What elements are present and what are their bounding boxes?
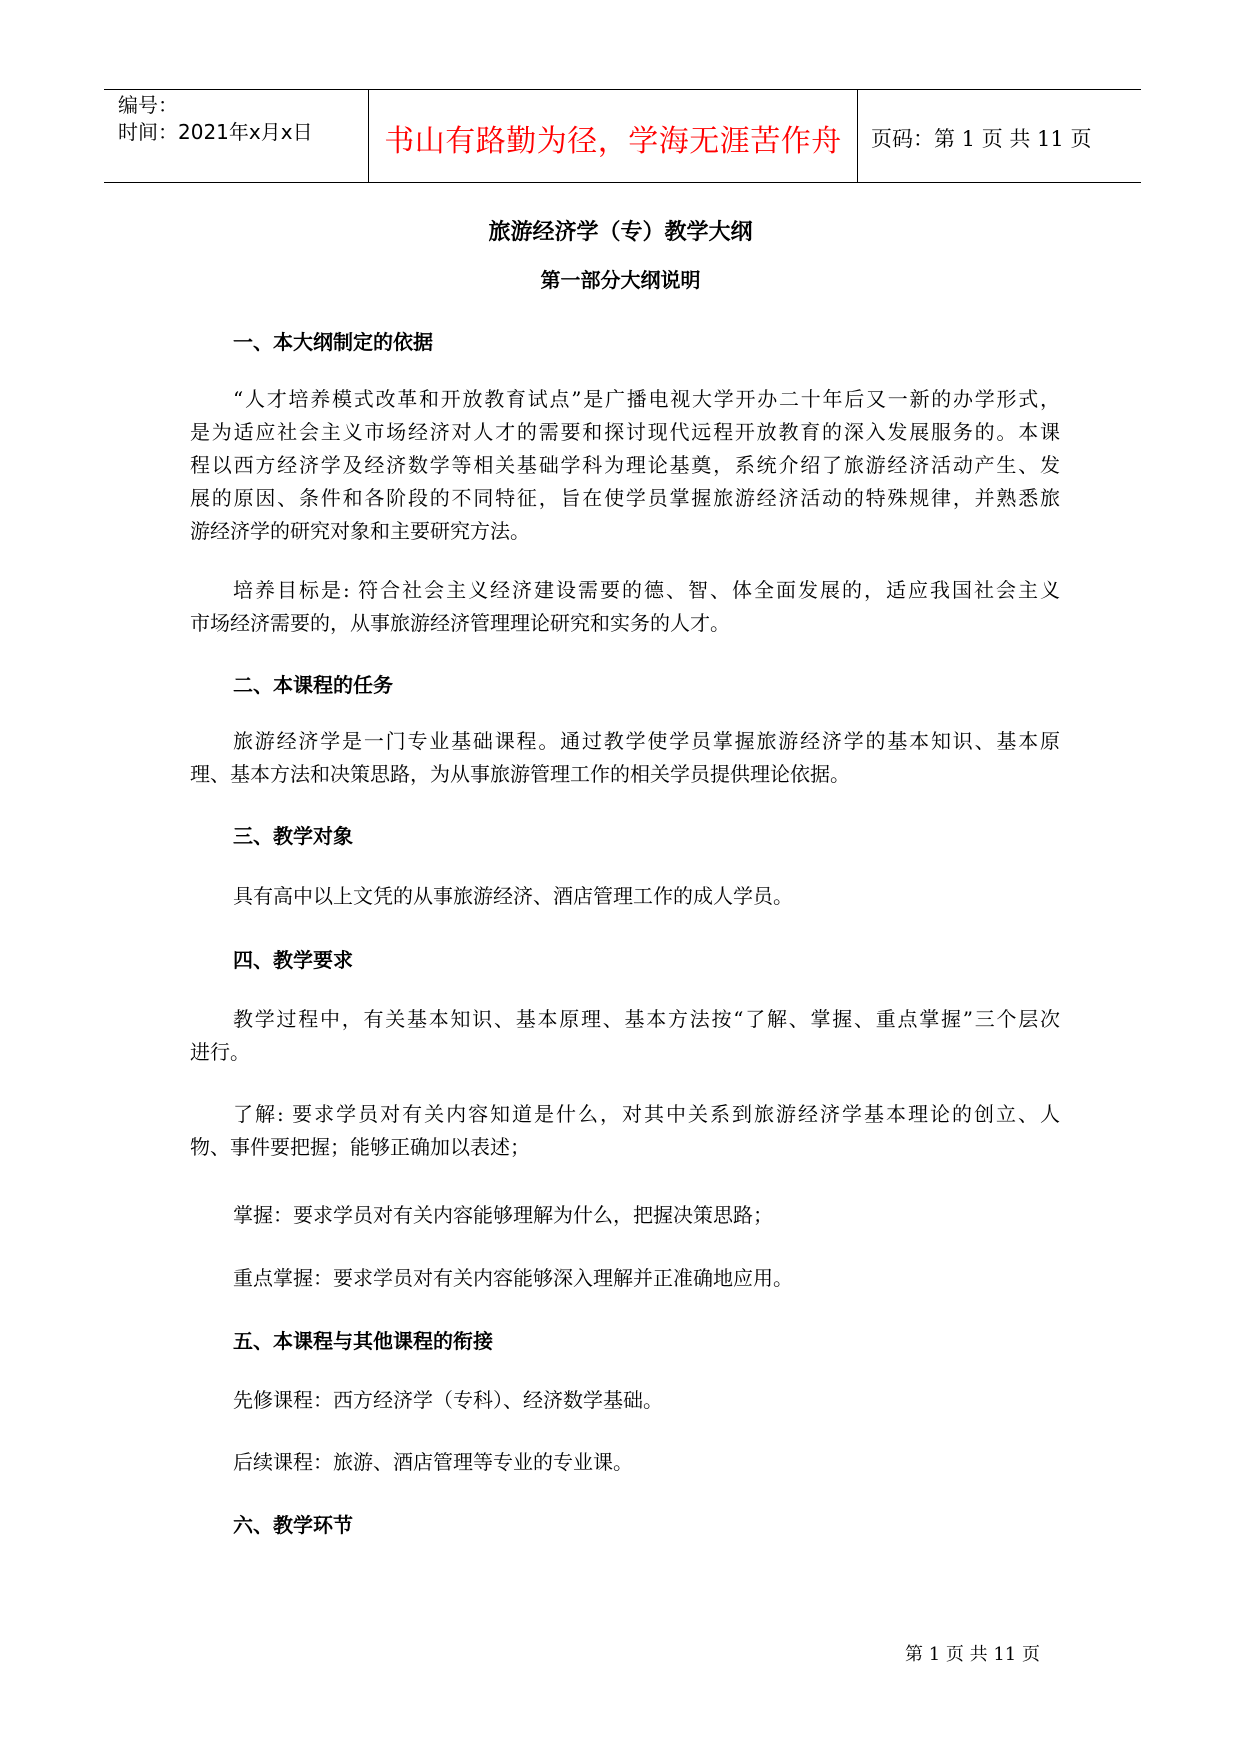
- section-4-paragraph-2: [190, 1098, 1060, 1164]
- paragraph-line: 教学过程中，有关基本知识、基本原理、基本方法按“了解、掌握、重点掌握”三个层次: [233, 1007, 1060, 1031]
- followup-courses-text: 后续课程：旅游、酒店管理等专业的专业课。: [233, 1450, 633, 1474]
- paragraph-line: 程以西方经济学及经济数学等相关基础学科为理论基奠，系统介绍了旅游经济活动产生、发: [190, 453, 1060, 477]
- paragraph-line: 培养目标是: 符合社会主义经济建设需要的德、智、体全面发展的，适应我国社会主义: [233, 578, 1060, 602]
- header-middle-cell: [368, 90, 858, 182]
- page-info: 页码：第 1 页 共 11 页: [871, 127, 1092, 151]
- paragraph-line: 是为适应社会主义市场经济对人才的需要和探讨现代远程开放教育的深入发展服务的。本课: [190, 420, 1060, 444]
- prerequisite-courses-text: 先修课程：西方经济学（专科）、经济数学基础。: [233, 1388, 663, 1412]
- paragraph-line: 市场经济需要的，从事旅游经济管理理论研究和实务的人才。: [190, 611, 730, 635]
- section-heading-2: 二、本课程的任务: [233, 673, 393, 697]
- page-footer: 第 1 页 共 11 页: [905, 1644, 1040, 1665]
- paragraph-line: “人才培养模式改革和开放教育试点”是广播电视大学开办二十年后又一新的办学形式，: [233, 387, 1060, 411]
- teaching-target-text: 具有高中以上文凭的从事旅游经济、酒店管理工作的成人学员。: [233, 884, 793, 908]
- section-heading-5: 五、本课程与其他课程的衔接: [233, 1329, 493, 1353]
- section-heading-3: 三、教学对象: [233, 824, 353, 848]
- part-title: 第一部分大纲说明: [540, 268, 701, 292]
- page-header: [104, 89, 1141, 183]
- paragraph-line: 了解: 要求学员对有关内容知道是什么，对其中关系到旅游经济学基本理论的创立、人: [233, 1102, 1060, 1126]
- document-title: 旅游经济学（专）教学大纲: [488, 219, 753, 245]
- section-2-paragraph-1: [190, 725, 1060, 791]
- section-1-paragraph-2: [190, 574, 1060, 640]
- paragraph-line: 旅游经济学是一门专业基础课程。通过教学使学员掌握旅游经济学的基本知识、基本原: [233, 729, 1060, 753]
- section-heading-4: 四、教学要求: [233, 948, 353, 972]
- section-heading-6: 六、教学环节: [233, 1513, 353, 1537]
- paragraph-line: 展的原因、条件和各阶段的不同特征，旨在使学员掌握旅游经济活动的特殊规律，并熟悉旅: [190, 486, 1060, 510]
- key-master-requirement-text: 重点掌握：要求学员对有关内容能够深入理解并正准确地应用。: [233, 1266, 793, 1290]
- motto: 书山有路勤为径，学海无涯苦作舟: [384, 124, 842, 159]
- paragraph-line: 物、事件要把握；能够正确加以表述；: [190, 1135, 530, 1159]
- paragraph-line: 理、基本方法和决策思路，为从事旅游管理工作的相关学员提供理论依据。: [190, 762, 850, 786]
- section-1-paragraph-1: [190, 383, 1060, 548]
- paragraph-line: 游经济学的研究对象和主要研究方法。: [190, 519, 530, 543]
- section-heading-1: 一、本大纲制定的依据: [233, 330, 433, 354]
- master-requirement-text: 掌握：要求学员对有关内容能够理解为什么，把握决策思路；: [233, 1203, 773, 1227]
- time-label: 时间：2021年x月x日: [118, 120, 313, 144]
- section-4-paragraph-1: [190, 1003, 1060, 1069]
- header-right-cell: [857, 90, 1141, 182]
- header-left-cell: [104, 90, 368, 182]
- number-label: 编号：: [118, 93, 178, 117]
- paragraph-line: 进行。: [190, 1040, 250, 1064]
